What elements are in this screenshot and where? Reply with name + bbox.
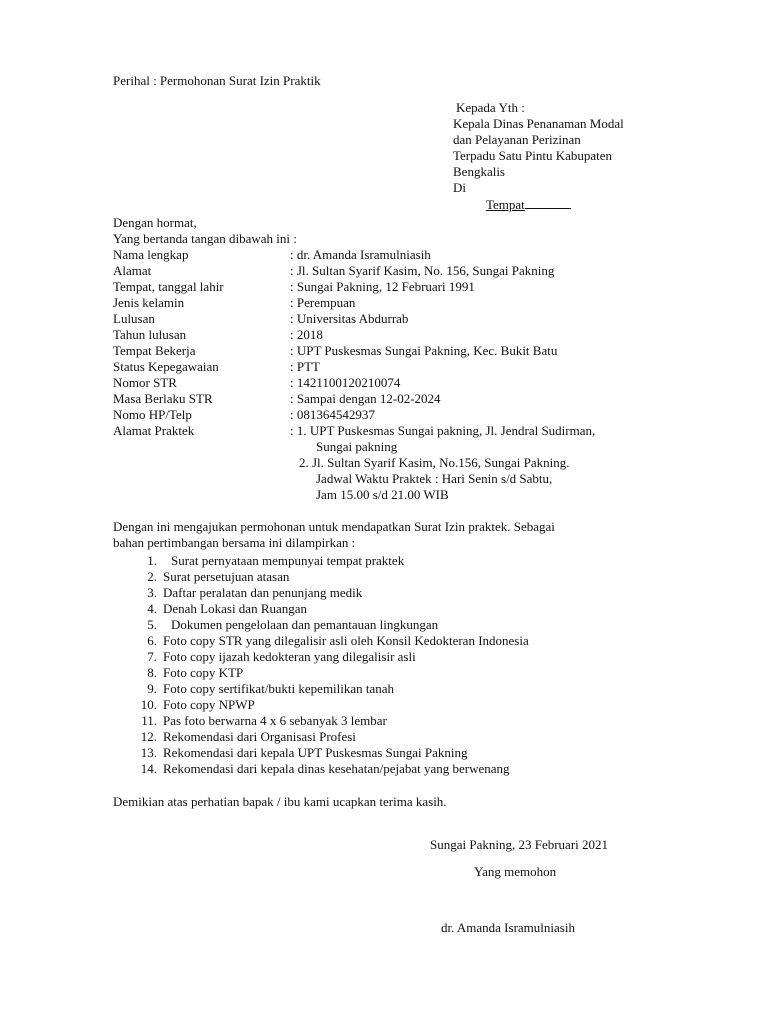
list-item-number: 8.	[147, 665, 157, 680]
list-item-number: 13.	[140, 745, 157, 760]
list-item-number: 3.	[147, 585, 157, 600]
list-item	[113, 745, 529, 761]
recipient-line: Kepada Yth :	[456, 100, 525, 115]
field-label: Alamat	[113, 263, 152, 278]
greeting-block	[113, 215, 297, 247]
field-value: : Sungai Pakning, 12 Februari 1991	[290, 279, 475, 294]
list-item	[113, 633, 529, 649]
signature-name: dr. Amanda Isramulniasih	[441, 920, 575, 935]
field-value: : Universitas Abdurrab	[290, 311, 409, 326]
list-item-text: Rekomendasi dari kepala dinas kesehatan/pejabat yang berwenang	[163, 761, 510, 776]
list-item	[113, 569, 529, 585]
field-label: Nomor STR	[113, 375, 177, 390]
list-item-text: Foto copy NPWP	[163, 697, 255, 712]
practice-address-label: Alamat Praktek	[113, 423, 195, 438]
field-value: : 2018	[290, 327, 323, 342]
list-item-text: Pas foto berwarna 4 x 6 sebanyak 3 lembar	[163, 713, 387, 728]
field-row	[113, 263, 557, 279]
field-label: Status Kepegawaian	[113, 359, 219, 374]
practice-address-block	[290, 423, 595, 503]
field-label: Masa Berlaku STR	[113, 391, 213, 406]
field-label: Nama lengkap	[113, 247, 189, 262]
recipient-line: Di	[453, 180, 466, 195]
list-item-number: 7.	[147, 649, 157, 664]
request-line: Dengan ini mengajukan permohonan untuk mendapatkan Surat Izin praktek. Sebagai	[113, 519, 555, 534]
list-item-text: Foto copy ijazah kedokteran yang dilegalisir asli	[163, 649, 416, 664]
list-item-number: 6.	[147, 633, 157, 648]
list-item	[113, 761, 529, 777]
field-row	[113, 247, 557, 263]
field-row	[113, 343, 557, 359]
practice-address-line: Sungai pakning	[316, 439, 398, 454]
field-value: : dr. Amanda Isramulniasih	[290, 247, 431, 262]
list-item-number: 11.	[141, 713, 157, 728]
greeting-intro: Yang bertanda tangan dibawah ini :	[113, 231, 297, 246]
field-value: : Sampai dengan 12-02-2024	[290, 391, 441, 406]
list-item-text: Dokumen pengelolaan dan pemantauan lingkungan	[171, 617, 439, 632]
practice-address-line: 2. Jl. Sultan Syarif Kasim, No.156, Sungai Pakning.	[299, 455, 570, 470]
signature-title: Yang memohon	[474, 864, 557, 879]
salutation: Dengan hormat,	[113, 215, 197, 230]
field-row	[113, 327, 557, 343]
field-row	[113, 279, 557, 295]
list-item-number: 10.	[140, 697, 157, 712]
list-item	[113, 665, 529, 681]
list-item-text: Surat persetujuan atasan	[163, 569, 290, 584]
list-item-text: Rekomendasi dari Organisasi Profesi	[163, 729, 356, 744]
recipient-block	[453, 100, 624, 212]
field-row	[113, 407, 557, 423]
list-item-text: Rekomendasi dari kepala UPT Puskesmas Sungai Pakning	[163, 745, 468, 760]
recipient-line: Kepala Dinas Penanaman Modal	[453, 116, 624, 131]
recipient-line: Bengkalis	[453, 164, 505, 179]
list-item-text: Denah Lokasi dan Ruangan	[163, 601, 308, 616]
list-item	[113, 649, 529, 665]
list-item-text: Surat pernyataan mempunyai tempat praktek	[171, 553, 405, 568]
field-value: : Perempuan	[290, 295, 356, 310]
list-item	[113, 681, 529, 697]
field-row	[113, 359, 557, 375]
field-label: Jenis kelamin	[113, 295, 185, 310]
list-item-number: 2.	[147, 569, 157, 584]
list-item	[113, 729, 529, 745]
recipient-line: Terpadu Satu Pintu Kabupaten	[453, 148, 613, 163]
list-item-number: 1.	[147, 553, 157, 568]
recipient-line: dan Pelayanan Perizinan	[453, 132, 581, 147]
list-item-text: Daftar peralatan dan penunjang medik	[163, 585, 363, 600]
list-item-number: 5.	[147, 617, 157, 632]
practice-hours-line: Jam 15.00 s/d 21.00 WIB	[316, 487, 449, 502]
field-value: : UPT Puskesmas Sungai Pakning, Kec. Bukit Batu	[290, 343, 558, 358]
closing-sentence: Demikian atas perhatian bapak / ibu kami ucapkan terima kasih.	[113, 794, 447, 809]
field-row	[113, 391, 557, 407]
attachment-list	[113, 553, 529, 777]
applicant-fields	[113, 247, 557, 439]
recipient-place	[453, 196, 624, 212]
list-item	[113, 697, 529, 713]
list-item-text: Foto copy STR yang dilegalisir asli oleh Konsil Kedokteran Indonesia	[163, 633, 529, 648]
place-underline	[525, 196, 571, 209]
field-row	[113, 295, 557, 311]
field-label: Nomo HP/Telp	[113, 407, 192, 422]
list-item-number: 9.	[147, 681, 157, 696]
list-item-number: 14.	[140, 761, 157, 776]
field-label: Tempat, tanggal lahir	[113, 279, 224, 294]
field-value: : 081364542937	[290, 407, 375, 422]
field-label: Tahun lulusan	[113, 327, 187, 342]
list-item	[113, 585, 529, 601]
recipient-place-text: Tempat	[486, 197, 525, 212]
field-row	[113, 311, 557, 327]
field-row	[113, 375, 557, 391]
list-item	[113, 617, 529, 633]
field-value: : PTT	[290, 359, 320, 374]
field-value: : Jl. Sultan Syarif Kasim, No. 156, Sungai Pakning	[290, 263, 555, 278]
letter-subject: Perihal : Permohonan Surat Izin Praktik	[113, 73, 321, 88]
field-label: Tempat Bekerja	[113, 343, 196, 358]
practice-address-line: : 1. UPT Puskesmas Sungai pakning, Jl. Jendral Sudirman,	[290, 423, 596, 438]
list-item	[113, 601, 529, 617]
request-paragraph	[113, 519, 555, 551]
list-item	[113, 713, 529, 729]
request-line: bahan pertimbangan bersama ini dilampirkan :	[113, 535, 356, 550]
field-label: Lulusan	[113, 311, 155, 326]
list-item-text: Foto copy sertifikat/bukti kepemilikan tanah	[163, 681, 395, 696]
list-item-text: Foto copy KTP	[163, 665, 244, 680]
signature-date: Sungai Pakning, 23 Februari 2021	[430, 837, 609, 852]
field-value: : 1421100120210074	[290, 375, 401, 390]
list-item-number: 12.	[140, 729, 157, 744]
list-item	[113, 553, 529, 569]
practice-schedule-line: Jadwal Waktu Praktek : Hari Senin s/d Sabtu,	[316, 471, 553, 486]
list-item-number: 4.	[147, 601, 157, 616]
